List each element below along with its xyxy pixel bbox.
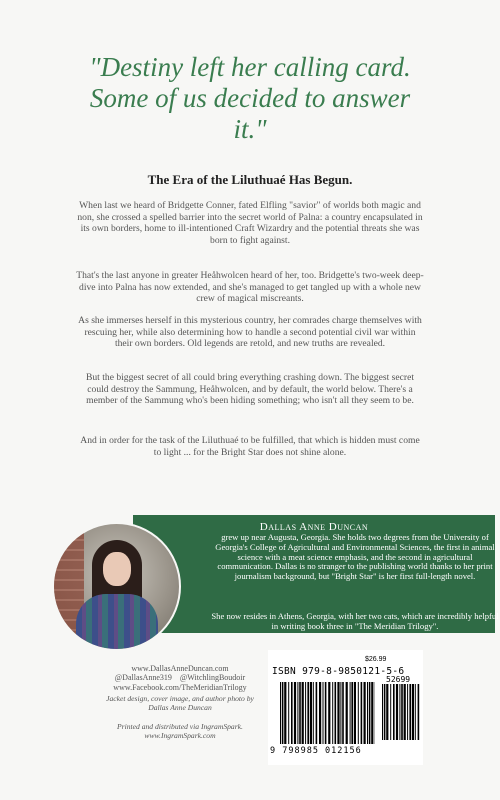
barcode-main-icon [280,682,375,744]
back-cover-quote: "Destiny left her calling card. Some of us decided to answer it." [89,52,411,144]
author-face [103,552,131,586]
credits-line: Jacket design, cover image, and author photo by [106,694,254,703]
barcode-digits: 9 798985 012156 [270,746,362,756]
design-credits [95,694,265,712]
blurb-paragraph: When last we heard of Bridgette Conner, fated Elfling "savior" of worlds both magic and non, she crossed a spelled barrier into the secret world of Palna: a country encapsulated in its own borders, home to ill-intentioned Craft Wizardry and the potential threats she was born to fight against. [77,200,423,246]
credits-name: Dallas Anne Duncan [148,703,212,712]
price-label: $26.99 [365,656,387,663]
author-photo [52,522,181,651]
addon-number: 52699 [386,675,411,684]
blurb-paragraph: But the biggest secret of all could bring everything crashing down. The biggest secret could destroy the Sammung, Heåhwolcen, and by default, the world below. There's a member of the Sammung who's been hiding something; who isn't all they seem to be. [85,372,415,407]
author-links [95,664,265,692]
facebook-link[interactable]: www.Facebook.com/TheMeridianTrilogy [113,682,247,692]
social-handles[interactable]: @DallasAnne319 @WitchlingBoudoir [114,673,246,683]
author-name: Dallas Anne Duncan [259,521,369,533]
author-bio-text: grew up near Augusta, Georgia. She holds two degrees from the University of Georgia's College of Agricultural and Environmental Sciences, the first in animal science with a meat science emphasis, and the second in agricultural communication. Dallas is no stranger to the publishing world thanks to her print journalism background, but "Bright Star" is her first full-length novel. [215,532,495,582]
printer-line: Printed and distributed via IngramSpark. [117,722,243,731]
printer-url: www.IngramSpark.com [144,731,216,740]
blurb-paragraph: That's the last anyone in greater Heåhwolcen heard of her, too. Bridgette's two-week deep-dive into Palna has now extended, and she's managed to get tangled up with a whole new crew of magical miscreants. [76,270,424,305]
author-sweater [76,594,158,651]
printer-info [95,722,265,740]
blurb-paragraph: And in order for the task of the Liluthuaé to be fulfilled, that which is hidden must come to light ... for the Bright Star does not shine alone. [80,435,420,458]
tagline: The Era of the Liluthuaé Has Begun. [147,172,353,187]
author-bio-text: She now resides in Athens, Georgia, with her two cats, which are incredibly helpful in writing book three in "The Meridian Trilogy". [211,611,499,631]
website-link[interactable]: www.DallasAnneDuncan.com [131,664,229,673]
barcode-addon-icon [382,684,420,740]
isbn-label: ISBN 979-8-9850121-5-6 [272,666,405,677]
blurb-paragraph: As she immerses herself in this mysterious country, her comrades charge themselves with rescuing her, while also determining how to handle a second potential civil war within their own borders. Old legends are retold, and new truths are revealed. [78,315,422,350]
